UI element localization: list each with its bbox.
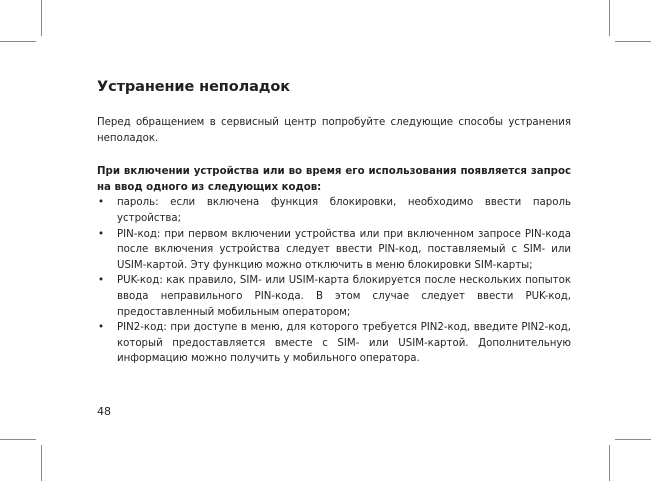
codes-list (97, 195, 571, 367)
crop-mark-left-bottom (0, 439, 36, 440)
list-item-pin2 (97, 320, 571, 367)
crop-mark-right-top (615, 41, 651, 42)
list-item-text: PUK-код: как правило, SIM- или USIM-карта блокируется после нескольких попыток ввода неправильного PIN-кода. В этом случае следует ввести PUK-код, предоставленный мобильным оператором; (117, 275, 571, 318)
crop-mark-right-bottom (615, 439, 651, 440)
crop-mark-top-right (609, 0, 610, 36)
page-title: Устранение неполадок (97, 79, 291, 95)
list-item-text: PIN2-код: при доступе в меню, для которого требуется PIN2-код, введите PIN2-код, который предоставляется вместе с SIM- или USIM-картой. Дополнительную информацию можно получить у мобильного оператора. (117, 322, 571, 365)
bullet-icon: • (98, 322, 105, 334)
crop-mark-top-left (41, 0, 42, 36)
bullet-icon: • (98, 228, 105, 240)
crop-mark-bottom-left (41, 445, 42, 481)
list-item-puk (97, 273, 571, 320)
page-number: 48 (97, 405, 111, 418)
crop-mark-left-top (0, 41, 36, 42)
list-item-text: пароль: если включена функция блокировки, необходимо ввести пароль устройства; (117, 197, 571, 224)
document-page (97, 78, 571, 367)
list-item-text: PIN-код: при первом включении устройства или при включенном запросе PIN-кода после включения устройства следует ввести PIN-код, поставляемый с SIM- или USIM-картой. Эту функцию можно отключить в меню блокировки SIM-карты; (117, 228, 571, 271)
bullet-icon: • (98, 275, 105, 287)
intro-paragraph: Перед обращением в сервисный центр попробуйте следующие способы устранения неполадок. (97, 117, 571, 144)
list-item-password (97, 195, 571, 226)
codes-subheading: При включении устройства или во время его использования появляется запрос на ввод одного из следующих кодов: (97, 166, 571, 193)
list-item-pin (97, 227, 571, 274)
bullet-icon: • (98, 197, 105, 209)
crop-mark-bottom-right (609, 445, 610, 481)
